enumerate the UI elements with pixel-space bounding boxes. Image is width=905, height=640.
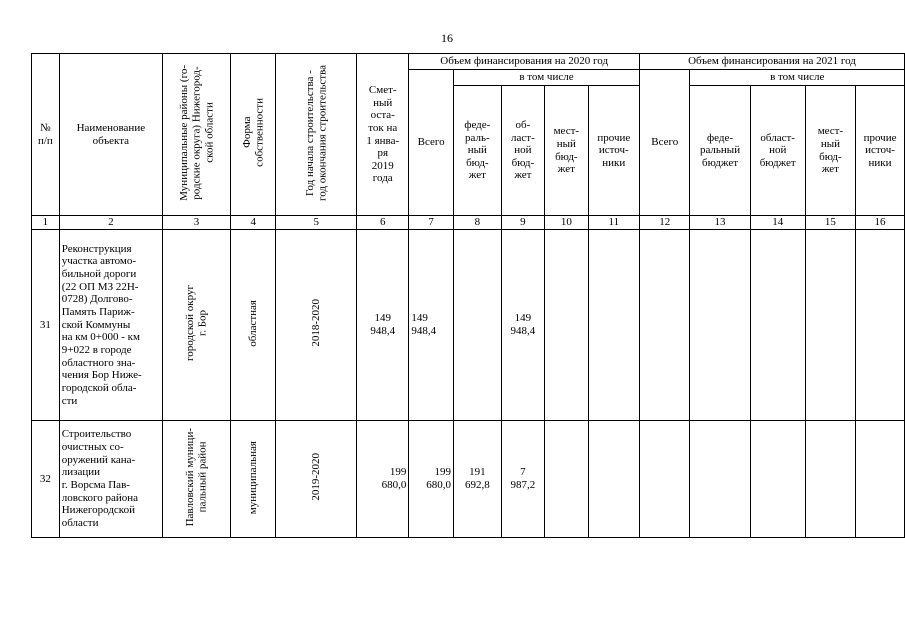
- remainder-cell: 149 948,4: [357, 230, 409, 421]
- column-number: 5: [276, 216, 357, 230]
- column-number: 6: [357, 216, 409, 230]
- fed-2021-cell: [690, 421, 750, 538]
- object-name: Реконструкция участка автомо- бильной дороги (22 ОП МЗ 22Н- 0728) Долгово- Память Париж- ской Коммуны на км 0+000 - км 9+022 в городе областного зна- чения Бор Ниже- городской обла- сти: [59, 230, 162, 421]
- ownership-cell: муниципальная: [231, 421, 276, 538]
- loc-2020-cell: [545, 421, 589, 538]
- fed-2020-cell: [453, 230, 501, 421]
- header-loc-2021: мест- ный бюд- жет: [805, 86, 855, 216]
- column-number: 16: [856, 216, 905, 230]
- header-including-2021: в том числе: [690, 70, 905, 86]
- column-number: 7: [409, 216, 454, 230]
- row-number: 31: [32, 230, 60, 421]
- column-number: 9: [501, 216, 544, 230]
- remainder-cell: 199 680,0: [357, 421, 409, 538]
- column-number: 11: [588, 216, 639, 230]
- loc-2020-cell: [545, 230, 589, 421]
- reg-2020-cell: 149 948,4: [501, 230, 544, 421]
- header-total-2020: Всего: [409, 70, 454, 216]
- header-reg-2021: област- ной бюджет: [750, 86, 805, 216]
- header-fed-2021: феде- ральный бюджет: [690, 86, 750, 216]
- row-number: 32: [32, 421, 60, 538]
- object-name: Строительство очистных со- оружений кана- лизации г. Ворсма Пав- ловского района Нижегородской области: [59, 421, 162, 538]
- table-row: [32, 230, 905, 421]
- years-cell: 2018-2020: [276, 230, 357, 421]
- financing-table: [31, 53, 905, 538]
- column-number: 14: [750, 216, 805, 230]
- header-fin-2021: Объем финансирования на 2021 год: [640, 54, 905, 70]
- reg-2021-cell: [750, 230, 805, 421]
- header-reg-2020: об- ласт- ной бюд- жет: [501, 86, 544, 216]
- table-row: [32, 421, 905, 538]
- district-cell: городской округ г. Бор: [162, 230, 230, 421]
- total-2021-cell: [640, 421, 690, 538]
- column-number: 8: [453, 216, 501, 230]
- header-total-2021: Всего: [640, 70, 690, 216]
- header-years: Год начала строительства - год окончания строительства: [276, 54, 357, 216]
- reg-2021-cell: [750, 421, 805, 538]
- district-cell: Павловский муници- пальный район: [162, 421, 230, 538]
- column-number: 10: [545, 216, 589, 230]
- ownership-cell: областная: [231, 230, 276, 421]
- column-number: 4: [231, 216, 276, 230]
- oth-2020-cell: [588, 230, 639, 421]
- column-number: 12: [640, 216, 690, 230]
- total-2020-cell: 199 680,0: [409, 421, 454, 538]
- column-numbers-row: [32, 216, 905, 230]
- header-including-2020: в том числе: [453, 70, 639, 86]
- header-num: № п/п: [32, 54, 60, 216]
- header-oth-2021: прочие источ- ники: [856, 86, 905, 216]
- years-cell: 2019-2020: [276, 421, 357, 538]
- oth-2020-cell: [588, 421, 639, 538]
- header-district: Муниципальные районы (го- родские округа) Нижегород- ской области: [162, 54, 230, 216]
- column-number: 3: [162, 216, 230, 230]
- header-name: Наименование объекта: [59, 54, 162, 216]
- fed-2021-cell: [690, 230, 750, 421]
- page-number: 16: [441, 31, 453, 45]
- header-fin-2020: Объем финансирования на 2020 год: [409, 54, 640, 70]
- fed-2020-cell: 191 692,8: [453, 421, 501, 538]
- header-loc-2020: мест- ный бюд- жет: [545, 86, 589, 216]
- oth-2021-cell: [856, 230, 905, 421]
- header-remainder: Смет- ный оста- ток на 1 янва- ря 2019 года: [357, 54, 409, 216]
- column-number: 1: [32, 216, 60, 230]
- column-number: 2: [59, 216, 162, 230]
- column-number: 15: [805, 216, 855, 230]
- column-number: 13: [690, 216, 750, 230]
- oth-2021-cell: [856, 421, 905, 538]
- header-fed-2020: феде- раль- ный бюд- жет: [453, 86, 501, 216]
- loc-2021-cell: [805, 421, 855, 538]
- reg-2020-cell: 7 987,2: [501, 421, 544, 538]
- total-2021-cell: [640, 230, 690, 421]
- header-oth-2020: прочие источ- ники: [588, 86, 639, 216]
- total-2020-cell: 149 948,4: [409, 230, 454, 421]
- loc-2021-cell: [805, 230, 855, 421]
- header-ownership: Форма собственности: [231, 54, 276, 216]
